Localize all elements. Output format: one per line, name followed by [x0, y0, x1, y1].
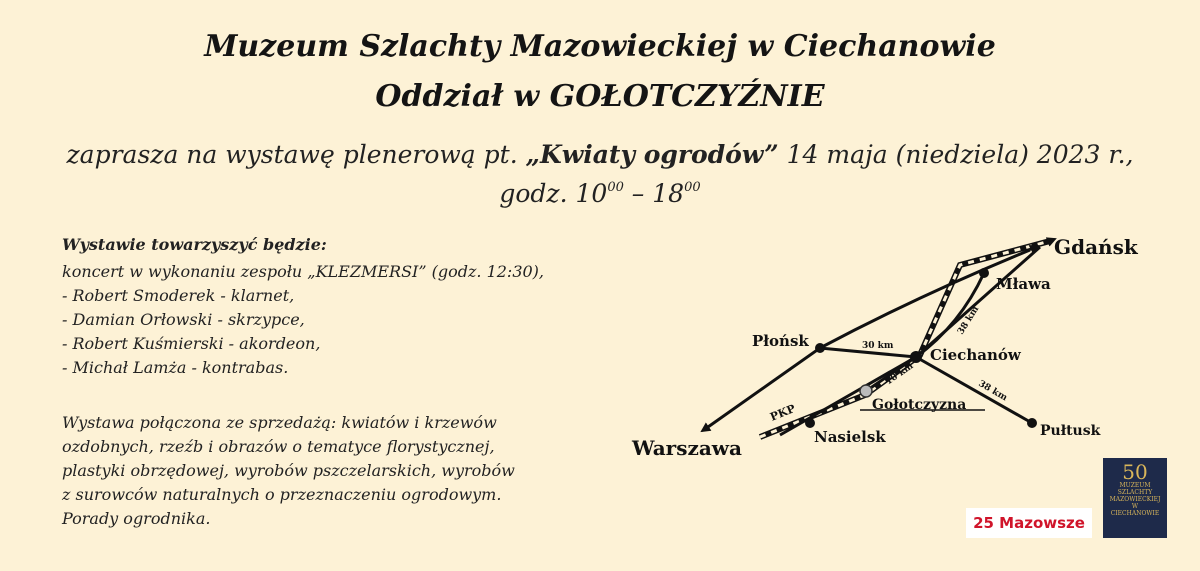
ciechanow-marker	[910, 351, 922, 363]
pultusk-marker	[1027, 418, 1037, 428]
accompaniment-heading: Wystawie towarzyszyć będzie:	[62, 235, 327, 254]
sale-line: Porady ogrodnika.	[62, 509, 211, 528]
invitation-line	[0, 139, 1200, 171]
museum-logo-text: MUZEUM	[1119, 482, 1151, 489]
nasielsk-label: Nasielsk	[814, 428, 886, 446]
branch-title: Oddział w GOŁOTCZYŹNIE	[375, 79, 825, 114]
distance-plonsk-ciechanow: 30 km	[862, 341, 894, 351]
distance-pultusk-ciechanow: 38 km	[976, 378, 1009, 404]
museum-50-logo	[1103, 458, 1167, 538]
ciechanow-label: Ciechanów	[930, 346, 1021, 364]
location-map	[620, 215, 1180, 475]
museum-logo-text: CIECHANOWIE	[1110, 510, 1160, 517]
musician-item: - Robert Kuśmierski - akordeon,	[62, 334, 321, 353]
road-ciechanow-pultusk	[916, 357, 1032, 423]
hours-to-minutes: 00	[684, 180, 701, 195]
concert-line: koncert w wykonaniu zespołu „KLEZMERSI” (godz. 12:30),	[62, 262, 545, 281]
golotczyzna-label: Gołotczyzna	[872, 397, 967, 413]
museum-title: Muzeum Szlachty Mazowieckiej w Ciechanowie	[204, 29, 996, 64]
sale-line: ozdobnych, rzeźb i obrazów o tematyce florystycznej,	[62, 437, 495, 456]
pultusk-label: Pułtusk	[1040, 423, 1101, 439]
hours-from-minutes: 00	[607, 180, 624, 195]
gdansk-label: Gdańsk	[1054, 235, 1138, 259]
sale-line: z surowców naturalnych o przeznaczeniu ogrodowym.	[62, 485, 502, 504]
rail-label: PKP	[768, 401, 798, 424]
warszawa-arrow	[702, 427, 708, 431]
nasielsk-marker	[805, 418, 815, 428]
accompaniment-list	[62, 260, 544, 380]
museum-logo-text: SZLACHTY	[1117, 489, 1153, 496]
musician-item: - Robert Smoderek - klarnet,	[62, 286, 295, 305]
mazowsze-logo: 25 Mazowsze	[966, 508, 1092, 538]
hours-to: – 18	[623, 179, 685, 208]
distance-golotczyzna-ciechanow: 10 km	[883, 361, 916, 388]
museum-logo-number: 50	[1122, 460, 1148, 484]
warszawa-label: Warszawa	[632, 436, 742, 460]
musician-item: - Michał Lamża - kontrabas.	[62, 358, 289, 377]
mlawa-label: Mława	[996, 275, 1051, 293]
mlawa-marker	[979, 268, 989, 278]
event-date: 14 maja (niedziela) 2023 r.,	[778, 140, 1134, 169]
sale-line: Wystawa połączona ze sprzedażą: kwiatów i krzewów	[62, 413, 497, 432]
distance-mlawa-ciechanow: 38 km	[956, 304, 982, 337]
plonsk-label: Płońsk	[752, 332, 809, 350]
event-hours	[0, 172, 1200, 210]
hours-from: godz. 10	[499, 179, 608, 208]
museum-logo-text: MAZOWIECKIEJ	[1109, 496, 1161, 503]
sale-description	[62, 411, 572, 531]
invitation-prefix: zaprasza na wystawę plenerową pt.	[66, 140, 526, 169]
road-plonsk-gdansk	[820, 250, 1030, 348]
sale-line: plastyki obrzędowej, wyrobów pszczelarskich, wyrobów	[62, 461, 515, 480]
musician-item: - Damian Orłowski - skrzypce,	[62, 310, 305, 329]
plonsk-marker	[815, 343, 825, 353]
museum-logo-text: W	[1131, 503, 1139, 510]
exhibition-title: „Kwiaty ogrodów”	[525, 140, 779, 169]
golotczyzna-marker	[860, 385, 872, 397]
